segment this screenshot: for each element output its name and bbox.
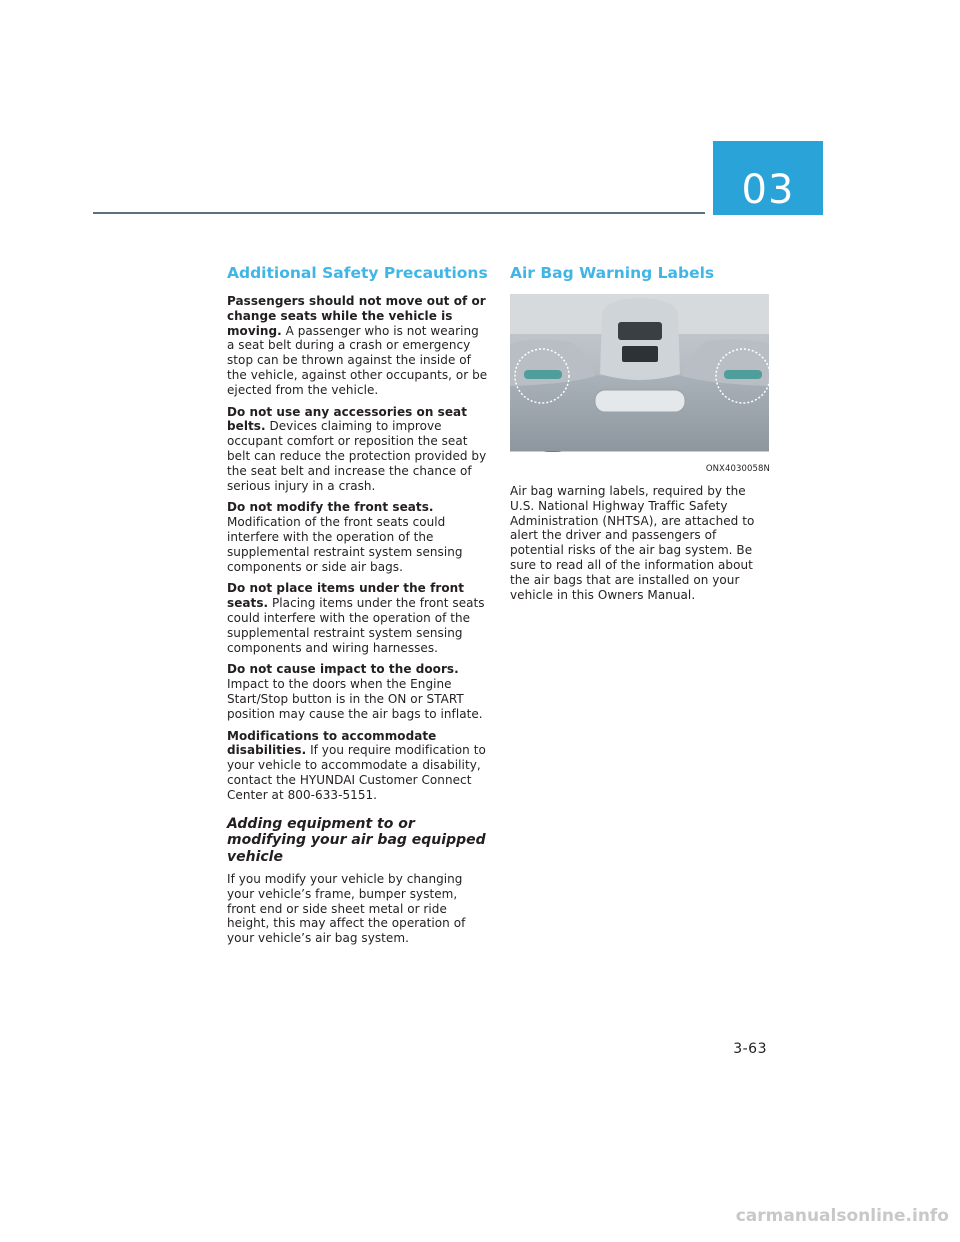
sub-paragraph: If you modify your vehicle by changing your vehicle’s frame, bumper system, front end or side sheet metal or ride height, this may affect the operation of your vehicle’s air bag system. <box>227 872 466 946</box>
page-number: 3-63 <box>733 1041 767 1057</box>
image-caption: ONX4030058N <box>705 464 770 474</box>
paragraph-body: Devices claiming to improve occupant comfort or reposition the seat belt can reduce the protection provided by the seat belt and increase the chance of serious injury in a crash. <box>227 419 487 493</box>
paragraph-lead: Passengers should not move out of or change seats while the vehicle is moving. <box>227 294 486 338</box>
paragraph-body: Placing items under the front seats could interfere with the operation of the supplemental restraint system sensing components and wiring harnesses. <box>227 596 485 655</box>
paragraph-lead: Do not place items under the front seats. <box>227 581 464 611</box>
paragraph-lead: Do not modify the front seats. <box>227 500 434 515</box>
paragraph <box>227 581 489 655</box>
right-column <box>510 262 772 609</box>
paragraph <box>227 729 489 803</box>
chapter-tab: 03 <box>713 141 823 215</box>
paragraph-body: Impact to the doors when the Engine Start/Stop button is in the ON or START position may cause the air bags to inflate. <box>227 677 483 721</box>
paragraph-lead: Modifications to accommodate disabilities. <box>227 728 437 758</box>
airbag-labels-paragraph: Air bag warning labels, required by the U.S. National Highway Traffic Safety Administration (NHTSA), are attached to alert the driver and passengers of potential risks of the air bag system. Be sure to read all of the information about the air bags that are installed on your vehicle in this Owners Manual. <box>510 484 755 602</box>
paragraph-body: If you require modification to your vehicle to accommodate a disability, contact the HYUNDAI Customer Connect Center at 800-633-5151. <box>227 743 486 802</box>
paragraph-lead: Do not cause impact to the doors. <box>227 662 459 677</box>
paragraph-body: A passenger who is not wearing a seat belt during a crash or emergency stop can be thrown against the inside of the vehicle, against other occupants, or be ejected from the vehicle. <box>227 323 488 397</box>
paragraph <box>227 500 489 574</box>
paragraph <box>227 294 489 398</box>
paragraph <box>227 662 489 721</box>
section-title-airbag-labels: Air Bag Warning Labels <box>510 264 715 282</box>
subheading-modifying-equipment: Adding equipment to or modifying your air bag equipped vehicle <box>227 815 486 865</box>
paragraph-lead: Do not use any accessories on seat belts. <box>227 404 467 434</box>
airbag-label-photo <box>510 294 769 463</box>
paragraph-body: Modification of the front seats could interfere with the operation of the supplemental restraint system sensing components or side air bags. <box>227 515 463 574</box>
left-column <box>227 262 489 953</box>
header-rule <box>93 212 705 214</box>
watermark: carmanualsonline.info <box>735 1206 949 1226</box>
section-title-safety-precautions: Additional Safety Precautions <box>227 264 488 282</box>
paragraph <box>227 405 489 494</box>
